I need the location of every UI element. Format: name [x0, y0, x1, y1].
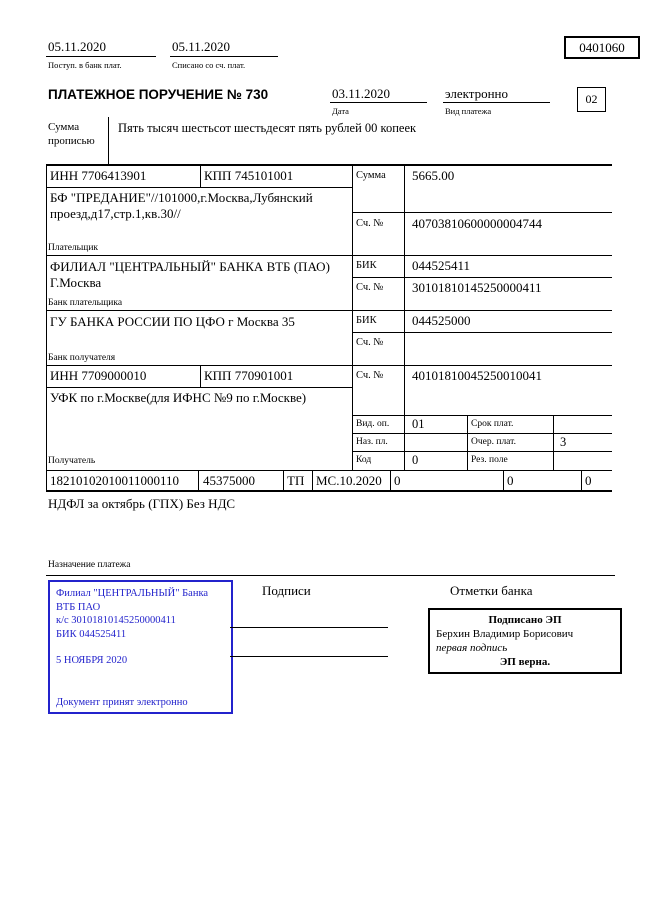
- kbk-code: 18210102010011000110: [50, 473, 180, 488]
- doc-number: 0: [394, 473, 401, 488]
- payment-kind-label: Вид платежа: [445, 106, 492, 116]
- date-received-label: Поступ. в банк плат.: [48, 60, 122, 70]
- code-value: 0: [412, 453, 419, 467]
- payer-kpp: КПП 745101001: [204, 168, 294, 183]
- table-border: [553, 415, 554, 470]
- stamp-date: 5 НОЯБРЯ 2020: [56, 655, 128, 666]
- esignature-stamp: [428, 608, 622, 674]
- payer-inn: ИНН 7706413901: [50, 168, 147, 183]
- stamp-note: Документ принят электронно: [56, 696, 188, 708]
- amount-value: 5665.00: [412, 168, 455, 183]
- amount-words-label2: прописью: [48, 135, 95, 147]
- payment-purpose-label: Назначение платежа: [48, 560, 131, 570]
- payee-account-label: Сч. №: [356, 370, 384, 381]
- payer-bank-bik: 044525411: [412, 258, 471, 273]
- payment-type: 0: [585, 473, 592, 488]
- payee-kpp: КПП 770901001: [204, 368, 294, 383]
- divider: [108, 117, 109, 165]
- stamp-bank-line1: Филиал "ЦЕНТРАЛЬНЫЙ" Банка: [56, 588, 209, 599]
- payment-purpose-text: НДФЛ за октябрь (ГПХ) Без НДС: [48, 496, 236, 511]
- payee-name: УФК по г.Москве(для ИФНС №9 по г.Москве): [50, 390, 307, 405]
- table-border: [200, 365, 201, 387]
- payer-account: 40703810600000004744: [412, 216, 542, 231]
- pay-order-label: Очер. плат.: [471, 437, 516, 447]
- doc-date: 0: [507, 473, 514, 488]
- payment-basis: ТП: [287, 473, 305, 488]
- table-border: [46, 387, 352, 388]
- code-label: Код: [356, 455, 372, 465]
- table-border: [46, 164, 47, 492]
- table-border: [46, 310, 612, 311]
- payee-bank-account-label: Сч. №: [356, 337, 384, 348]
- esign-signature-type: первая подпись: [436, 642, 508, 654]
- payer-bank-bik-label: БИК: [356, 260, 377, 271]
- payee-account: 40101810045250010041: [412, 368, 542, 383]
- payer-section-label: Плательщик: [48, 243, 99, 253]
- payer-name-line2: проезд,д17,стр.1,кв.30//: [50, 206, 181, 221]
- table-border: [352, 451, 612, 452]
- op-kind-label: Вид. оп.: [356, 419, 390, 429]
- doc-date-value: 03.11.2020: [332, 86, 391, 101]
- payee-bank-section-label: Банк получателя: [48, 353, 116, 363]
- amount-label: Сумма: [356, 170, 386, 181]
- table-border: [46, 365, 612, 366]
- tax-period: МС.10.2020: [316, 473, 382, 488]
- reserve-field-label: Рез. поле: [471, 455, 508, 465]
- payer-bank-account: 30101810145250000411: [412, 280, 542, 295]
- acceptance-stamp: [48, 580, 233, 714]
- table-border: [404, 164, 405, 470]
- date-debited-value: 05.11.2020: [172, 39, 231, 54]
- payee-bank-bik-label: БИК: [356, 315, 377, 326]
- amount-words-label1: Сумма: [48, 121, 80, 133]
- date-debited-label: Списано со сч. плат.: [172, 60, 246, 70]
- divider: [46, 575, 615, 576]
- table-border: [283, 470, 284, 491]
- table-border: [46, 490, 612, 492]
- underline: [46, 56, 156, 57]
- stamp-corr-account: к/с 30101810145250000411: [56, 615, 176, 626]
- payee-bank-name: ГУ БАНКА РОССИИ ПО ЦФО г Москва 35: [50, 314, 295, 329]
- table-border: [581, 470, 582, 491]
- pay-term-label: Срок плат.: [471, 419, 514, 429]
- table-border: [198, 470, 199, 491]
- amount-in-words: Пять тысяч шестьсот шестьдесят пять рублей 00 копеек: [118, 121, 417, 135]
- purpose-code-label: Наз. пл.: [356, 437, 388, 447]
- table-border: [352, 332, 612, 333]
- table-border: [352, 164, 353, 470]
- payer-name-line1: БФ "ПРЕДАНИЕ"//101000,г.Москва,Лубянский: [50, 190, 313, 205]
- date-received-value: 05.11.2020: [48, 39, 107, 54]
- table-border: [352, 433, 612, 434]
- table-border: [352, 212, 612, 213]
- signature-line: [230, 656, 388, 657]
- underline: [443, 102, 550, 103]
- table-border: [503, 470, 504, 491]
- pay-order-value: 3: [560, 435, 567, 449]
- payee-inn: ИНН 7709000010: [50, 368, 147, 383]
- bank-marks-label: Отметки банка: [450, 583, 533, 598]
- stamp-bik: БИК 044525411: [56, 628, 127, 640]
- underline: [170, 56, 278, 57]
- table-border: [46, 470, 612, 471]
- esign-title: Подписано ЭП: [488, 614, 562, 626]
- table-border: [46, 187, 352, 188]
- payer-bank-account-label: Сч. №: [356, 282, 384, 293]
- oktmo-code: 45375000: [203, 473, 255, 488]
- esign-verified: ЭП верна.: [499, 656, 551, 668]
- payer-bank-city: Г.Москва: [50, 275, 102, 290]
- table-border: [200, 164, 201, 187]
- table-border: [46, 164, 612, 166]
- payee-bank-bik: 044525000: [412, 313, 471, 328]
- payer-account-label: Сч. №: [356, 218, 384, 229]
- table-border: [312, 470, 313, 491]
- doc-date-label: Дата: [332, 106, 349, 116]
- status-code-box: 02: [577, 87, 606, 112]
- payer-bank-name: ФИЛИАЛ "ЦЕНТРАЛЬНЫЙ" БАНКА ВТБ (ПАО): [50, 259, 330, 274]
- table-border: [352, 277, 612, 278]
- table-border: [352, 415, 612, 416]
- stamp-bank-line2: ВТБ ПАО: [56, 601, 101, 613]
- table-border: [390, 470, 391, 491]
- form-code-box: 0401060: [564, 36, 640, 59]
- signatures-label: Подписи: [262, 583, 311, 598]
- table-border: [46, 255, 612, 256]
- page-title: ПЛАТЕЖНОЕ ПОРУЧЕНИЕ № 730: [48, 87, 269, 102]
- underline: [330, 102, 427, 103]
- table-border: [467, 415, 468, 470]
- payment-kind-value: электронно: [445, 86, 509, 101]
- payer-bank-section-label: Банк плательщика: [48, 298, 123, 308]
- op-kind-value: 01: [412, 417, 425, 431]
- payee-section-label: Получатель: [48, 456, 96, 466]
- signature-line: [230, 627, 388, 628]
- esign-signer: Берхин Владимир Борисович: [436, 628, 574, 640]
